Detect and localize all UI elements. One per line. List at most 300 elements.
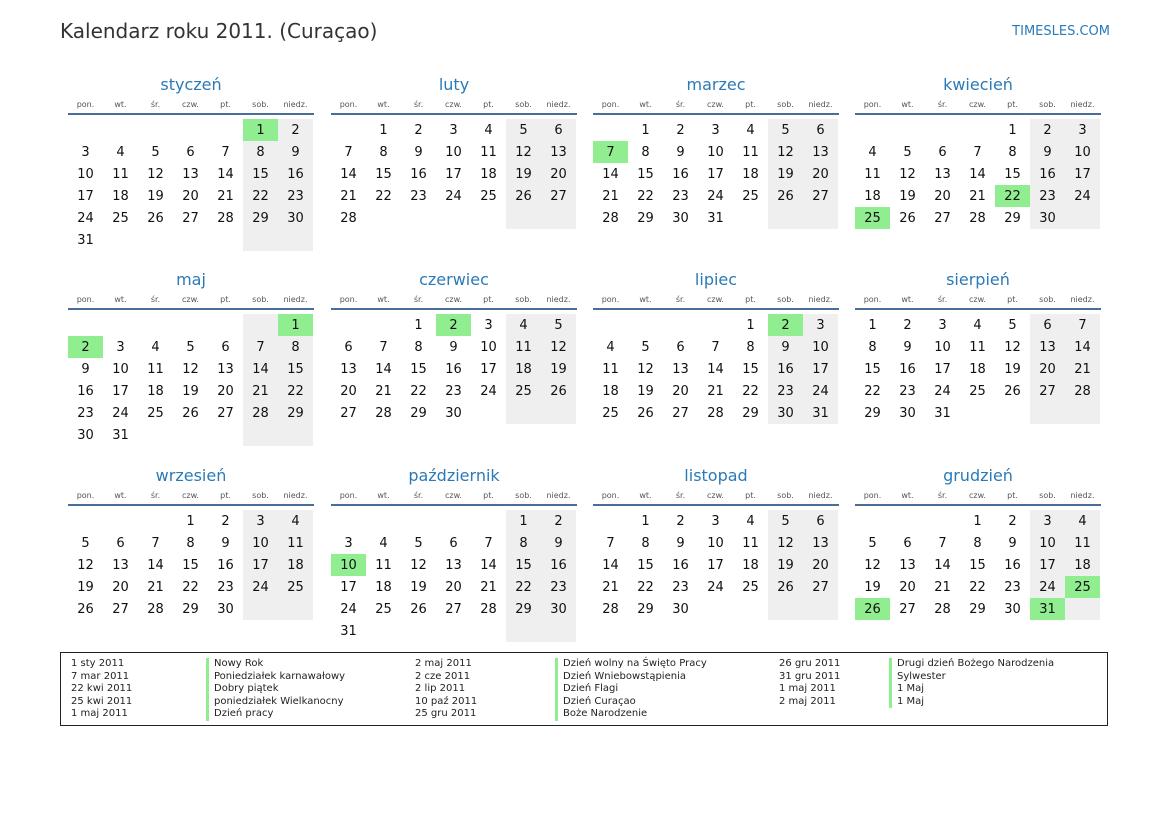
weekday-label: pt. <box>483 491 494 500</box>
day-cell: 30 <box>1004 601 1021 617</box>
day-cell: 16 <box>672 166 689 182</box>
weekday-label: pt. <box>220 100 231 109</box>
weekday-header <box>855 294 1101 310</box>
day-cell: 18 <box>278 554 313 576</box>
day-cell: 23 <box>672 579 689 595</box>
day-cell: 7 <box>1065 314 1100 336</box>
day-cell: 4 <box>116 144 125 160</box>
empty-cell <box>768 207 803 229</box>
weekday-label: wt. <box>377 491 390 500</box>
empty-cell <box>733 207 768 229</box>
day-cell: 12 <box>768 141 803 163</box>
day-cell: 10 <box>1065 141 1100 163</box>
month-calendar <box>331 463 577 642</box>
day-cell: 28 <box>340 210 357 226</box>
empty-cell <box>855 119 890 141</box>
day-cell: 4 <box>746 513 755 529</box>
empty-cell <box>890 510 925 532</box>
day-cell: 15 <box>969 557 986 573</box>
day-cell: 24 <box>707 188 724 204</box>
day-cell: 29 <box>243 207 278 229</box>
day-cell: 18 <box>969 361 986 377</box>
day-cell: 25 <box>506 380 541 402</box>
day-cell: 15 <box>637 557 654 573</box>
day-cell: 29 <box>182 601 199 617</box>
weekday-label: czw. <box>707 100 724 109</box>
month-name: lipiec <box>694 270 738 289</box>
day-cell: 25 <box>742 188 759 204</box>
day-cell: 20 <box>672 383 689 399</box>
weekday-label: niedz. <box>283 100 308 109</box>
day-cell: 11 <box>969 339 986 355</box>
day-grid <box>331 510 577 642</box>
day-cell: 28 <box>243 402 278 424</box>
empty-cell <box>401 510 436 532</box>
day-cell: 13 <box>445 557 462 573</box>
weekday-header <box>593 99 839 115</box>
month-name: czerwiec <box>419 270 489 289</box>
day-cell: 17 <box>1030 554 1065 576</box>
day-cell: 17 <box>340 579 357 595</box>
month-calendar <box>68 463 314 620</box>
month-calendar <box>855 72 1101 229</box>
legend-date: 10 paź 2011 <box>415 695 478 707</box>
day-cell: 18 <box>742 557 759 573</box>
empty-cell <box>68 314 103 336</box>
day-cell: 16 <box>1004 557 1021 573</box>
day-cell: 29 <box>410 405 427 421</box>
day-cell: 14 <box>707 361 724 377</box>
empty-cell <box>803 598 838 620</box>
day-cell: 21 <box>480 579 497 595</box>
weekday-label: śr. <box>937 295 948 304</box>
day-cell: 14 <box>340 166 357 182</box>
day-cell: 15 <box>182 557 199 573</box>
day-cell: 20 <box>445 579 462 595</box>
day-cell: 29 <box>637 210 654 226</box>
day-cell: 25 <box>969 383 986 399</box>
weekday-label: pt. <box>220 491 231 500</box>
day-cell: 15 <box>243 163 278 185</box>
day-cell: 6 <box>344 339 353 355</box>
empty-cell <box>103 229 138 251</box>
day-cell: 31 <box>112 427 129 443</box>
day-cell: 11 <box>112 166 129 182</box>
legend-date: 1 sty 2011 <box>71 658 125 669</box>
day-cell: 20 <box>112 579 129 595</box>
day-cell: 20 <box>541 163 576 185</box>
day-cell: 19 <box>1004 361 1021 377</box>
weekday-label: pon. <box>339 491 358 500</box>
weekday-label: sob. <box>1039 295 1056 304</box>
day-cell: 14 <box>480 557 497 573</box>
weekday-label: wt. <box>901 491 914 500</box>
day-cell: 13 <box>541 141 576 163</box>
weekday-label: pt. <box>1007 491 1018 500</box>
day-cell: 13 <box>899 557 916 573</box>
weekday-header <box>331 490 577 506</box>
day-cell: 4 <box>484 122 493 138</box>
day-cell: 15 <box>1004 166 1021 182</box>
day-cell: 4 <box>973 317 982 333</box>
empty-cell <box>506 620 541 642</box>
weekday-label: wt. <box>114 295 127 304</box>
day-cell: 3 <box>344 535 353 551</box>
day-cell: 14 <box>934 557 951 573</box>
day-cell: 18 <box>112 188 129 204</box>
day-cell: 12 <box>410 557 427 573</box>
day-cell: 5 <box>903 144 912 160</box>
weekday-label: niedz. <box>1070 491 1095 500</box>
day-cell: 8 <box>868 339 877 355</box>
day-cell: 20 <box>182 188 199 204</box>
day-cell: 4 <box>1065 510 1100 532</box>
weekday-label: pon. <box>76 295 95 304</box>
day-cell: 13 <box>217 361 234 377</box>
day-cell: 13 <box>112 557 129 573</box>
day-cell: 13 <box>182 166 199 182</box>
month-calendar <box>593 72 839 229</box>
weekday-header <box>855 490 1101 506</box>
day-cell: 26 <box>147 210 164 226</box>
day-cell: 7 <box>379 339 388 355</box>
empty-cell <box>173 119 208 141</box>
empty-cell <box>471 402 506 424</box>
holiday-legend <box>60 652 1108 726</box>
day-cell: 17 <box>934 361 951 377</box>
day-cell: 30 <box>672 601 689 617</box>
day-cell: 27 <box>934 210 951 226</box>
day-cell: 31 <box>934 405 951 421</box>
day-cell: 21 <box>707 383 724 399</box>
day-cell: 20 <box>340 383 357 399</box>
day-cell: 22 <box>637 579 654 595</box>
day-cell: 13 <box>803 141 838 163</box>
day-cell: 20 <box>803 163 838 185</box>
weekday-label: pt. <box>745 295 756 304</box>
day-cell: 2 <box>68 336 103 358</box>
day-cell: 31 <box>340 623 357 639</box>
day-grid <box>331 314 577 424</box>
day-cell: 30 <box>672 210 689 226</box>
day-grid <box>68 314 314 446</box>
weekday-label: niedz. <box>283 491 308 500</box>
weekday-label: wt. <box>639 100 652 109</box>
weekday-label: czw. <box>445 295 462 304</box>
weekday-label: sob. <box>252 295 269 304</box>
empty-cell <box>925 119 960 141</box>
day-grid <box>593 119 839 229</box>
day-cell: 24 <box>934 383 951 399</box>
day-cell: 27 <box>899 601 916 617</box>
day-cell: 4 <box>151 339 160 355</box>
day-cell: 26 <box>410 601 427 617</box>
day-cell: 28 <box>934 601 951 617</box>
day-cell: 10 <box>243 532 278 554</box>
day-cell: 26 <box>637 405 654 421</box>
day-cell: 17 <box>1065 163 1100 185</box>
day-cell: 3 <box>711 513 720 529</box>
weekday-label: śr. <box>150 491 161 500</box>
day-cell: 18 <box>375 579 392 595</box>
day-cell: 22 <box>742 383 759 399</box>
day-cell: 1 <box>1008 122 1017 138</box>
legend-holiday-name: Dzień wolny na Święto Pracy <box>555 658 707 671</box>
day-cell: 1 <box>641 122 650 138</box>
empty-cell <box>366 207 401 229</box>
day-cell: 17 <box>707 166 724 182</box>
legend-date: 25 kwi 2011 <box>71 695 133 707</box>
day-cell: 17 <box>707 557 724 573</box>
weekday-header <box>68 99 314 115</box>
empty-cell <box>138 510 173 532</box>
day-cell: 31 <box>707 210 724 226</box>
day-cell: 2 <box>414 122 423 138</box>
day-cell: 2 <box>768 314 803 336</box>
day-cell: 10 <box>77 166 94 182</box>
day-cell: 10 <box>445 144 462 160</box>
day-cell: 26 <box>1004 383 1021 399</box>
empty-cell <box>1030 402 1065 424</box>
day-cell: 4 <box>606 339 615 355</box>
legend-holiday-name: Dzień Flagi <box>555 683 707 696</box>
day-cell: 23 <box>1004 579 1021 595</box>
empty-cell <box>1065 402 1100 424</box>
weekday-label: pon. <box>339 100 358 109</box>
day-cell: 21 <box>602 188 619 204</box>
day-cell: 26 <box>768 185 803 207</box>
legend-dates-col-3 <box>779 658 840 708</box>
day-cell: 6 <box>903 535 912 551</box>
day-cell: 23 <box>541 576 576 598</box>
empty-cell <box>208 314 243 336</box>
day-cell: 24 <box>707 579 724 595</box>
weekday-label: czw. <box>707 491 724 500</box>
day-cell: 6 <box>541 119 576 141</box>
day-cell: 7 <box>593 141 628 163</box>
day-cell: 13 <box>803 532 838 554</box>
day-cell: 9 <box>449 339 458 355</box>
day-cell: 6 <box>803 119 838 141</box>
empty-cell <box>506 402 541 424</box>
legend-names-col-3 <box>889 658 1054 708</box>
day-cell: 22 <box>864 383 881 399</box>
day-cell: 25 <box>480 188 497 204</box>
weekday-header <box>331 294 577 310</box>
empty-cell <box>401 207 436 229</box>
weekday-label: śr. <box>413 295 424 304</box>
empty-cell <box>698 314 733 336</box>
day-cell: 27 <box>112 601 129 617</box>
day-cell: 30 <box>1030 207 1065 229</box>
day-cell: 18 <box>480 166 497 182</box>
empty-cell <box>173 314 208 336</box>
empty-cell <box>541 207 576 229</box>
day-cell: 19 <box>768 554 803 576</box>
day-cell: 7 <box>606 535 615 551</box>
weekday-label: pt. <box>220 295 231 304</box>
day-cell: 17 <box>77 188 94 204</box>
day-cell: 7 <box>711 339 720 355</box>
weekday-label: czw. <box>182 295 199 304</box>
empty-cell <box>138 119 173 141</box>
empty-cell <box>925 510 960 532</box>
day-cell: 2 <box>1030 119 1065 141</box>
day-cell: 11 <box>506 336 541 358</box>
day-cell: 11 <box>742 535 759 551</box>
day-cell: 9 <box>541 532 576 554</box>
day-cell: 19 <box>768 163 803 185</box>
weekday-label: śr. <box>675 491 686 500</box>
day-cell: 24 <box>480 383 497 399</box>
day-cell: 19 <box>506 163 541 185</box>
day-cell: 22 <box>243 185 278 207</box>
day-cell: 23 <box>672 188 689 204</box>
day-cell: 19 <box>864 579 881 595</box>
day-grid <box>68 119 314 251</box>
day-cell: 30 <box>278 207 313 229</box>
empty-cell <box>401 620 436 642</box>
month-calendar <box>68 267 314 446</box>
day-cell: 14 <box>602 166 619 182</box>
day-cell: 3 <box>116 339 125 355</box>
legend-date: 22 kwi 2011 <box>71 683 133 695</box>
weekday-label: czw. <box>445 100 462 109</box>
weekday-header <box>593 490 839 506</box>
day-cell: 3 <box>711 122 720 138</box>
day-cell: 16 <box>445 361 462 377</box>
day-cell: 10 <box>1030 532 1065 554</box>
weekday-label: czw. <box>969 491 986 500</box>
day-cell: 3 <box>81 144 90 160</box>
weekday-header <box>68 294 314 310</box>
day-cell: 2 <box>278 119 313 141</box>
month-name: wrzesień <box>155 466 227 485</box>
empty-cell <box>768 598 803 620</box>
weekday-label: pon. <box>863 100 882 109</box>
day-cell: 25 <box>147 405 164 421</box>
legend-date: 2 maj 2011 <box>779 695 836 707</box>
day-cell: 3 <box>1065 119 1100 141</box>
day-cell: 20 <box>1030 358 1065 380</box>
empty-cell <box>366 620 401 642</box>
legend-holiday-name: Dzień Curaçao <box>555 696 707 709</box>
day-cell: 7 <box>151 535 160 551</box>
day-cell: 21 <box>375 383 392 399</box>
day-grid <box>593 510 839 620</box>
day-cell: 3 <box>484 317 493 333</box>
legend-holiday-name: Sylwester <box>889 671 1054 684</box>
day-cell: 6 <box>803 510 838 532</box>
day-cell: 15 <box>742 361 759 377</box>
day-cell: 13 <box>1030 336 1065 358</box>
day-cell: 1 <box>973 513 982 529</box>
day-cell: 9 <box>676 535 685 551</box>
day-cell: 8 <box>641 144 650 160</box>
day-cell: 2 <box>676 513 685 529</box>
day-cell: 17 <box>243 554 278 576</box>
day-cell: 16 <box>217 557 234 573</box>
month-name: styczeń <box>160 75 222 94</box>
day-cell: 17 <box>803 358 838 380</box>
day-cell: 1 <box>278 314 313 336</box>
weekday-label: niedz. <box>546 491 571 500</box>
day-cell: 8 <box>973 535 982 551</box>
month-name: grudzień <box>943 466 1013 485</box>
day-cell: 20 <box>934 188 951 204</box>
day-cell: 27 <box>1030 380 1065 402</box>
weekday-label: niedz. <box>808 100 833 109</box>
day-cell: 3 <box>1030 510 1065 532</box>
day-cell: 8 <box>414 339 423 355</box>
day-cell: 10 <box>707 144 724 160</box>
day-cell: 3 <box>449 122 458 138</box>
day-cell: 8 <box>243 141 278 163</box>
day-cell: 13 <box>340 361 357 377</box>
day-cell: 27 <box>803 576 838 598</box>
day-cell: 5 <box>541 314 576 336</box>
empty-cell <box>208 119 243 141</box>
empty-cell <box>208 229 243 251</box>
day-cell: 22 <box>637 188 654 204</box>
legend-date: 2 cze 2011 <box>415 670 471 682</box>
day-cell: 14 <box>217 166 234 182</box>
weekday-label: wt. <box>114 491 127 500</box>
day-cell: 16 <box>899 361 916 377</box>
day-cell: 5 <box>151 144 160 160</box>
empty-cell <box>1065 207 1100 229</box>
weekday-label: sob. <box>777 295 794 304</box>
day-cell: 8 <box>746 339 755 355</box>
day-cell: 29 <box>278 402 313 424</box>
day-cell: 22 <box>506 576 541 598</box>
weekday-label: pon. <box>601 491 620 500</box>
weekday-label: czw. <box>969 100 986 109</box>
day-cell: 8 <box>278 336 313 358</box>
empty-cell <box>855 510 890 532</box>
weekday-label: wt. <box>639 295 652 304</box>
site-link[interactable]: TIMESLES.COM <box>1012 24 1110 39</box>
day-cell: 10 <box>331 554 366 576</box>
day-cell: 30 <box>77 427 94 443</box>
day-cell: 15 <box>278 358 313 380</box>
day-cell: 31 <box>77 232 94 248</box>
weekday-label: czw. <box>182 100 199 109</box>
day-cell: 22 <box>995 185 1030 207</box>
weekday-label: śr. <box>937 100 948 109</box>
weekday-label: sob. <box>515 100 532 109</box>
day-cell: 23 <box>217 579 234 595</box>
day-grid <box>593 314 839 424</box>
empty-cell <box>208 424 243 446</box>
weekday-label: śr. <box>150 100 161 109</box>
day-cell: 29 <box>742 405 759 421</box>
day-cell: 10 <box>803 336 838 358</box>
day-grid <box>331 119 577 229</box>
day-cell: 26 <box>506 185 541 207</box>
empty-cell <box>436 207 471 229</box>
legend-holiday-name: poniedziałek Wielkanocny <box>206 696 345 709</box>
day-cell: 15 <box>637 166 654 182</box>
day-cell: 25 <box>602 405 619 421</box>
day-cell: 2 <box>221 513 230 529</box>
day-cell: 16 <box>77 383 94 399</box>
day-cell: 16 <box>672 557 689 573</box>
weekday-label: pon. <box>863 491 882 500</box>
day-cell: 1 <box>243 119 278 141</box>
weekday-header <box>593 294 839 310</box>
month-calendar <box>593 267 839 424</box>
